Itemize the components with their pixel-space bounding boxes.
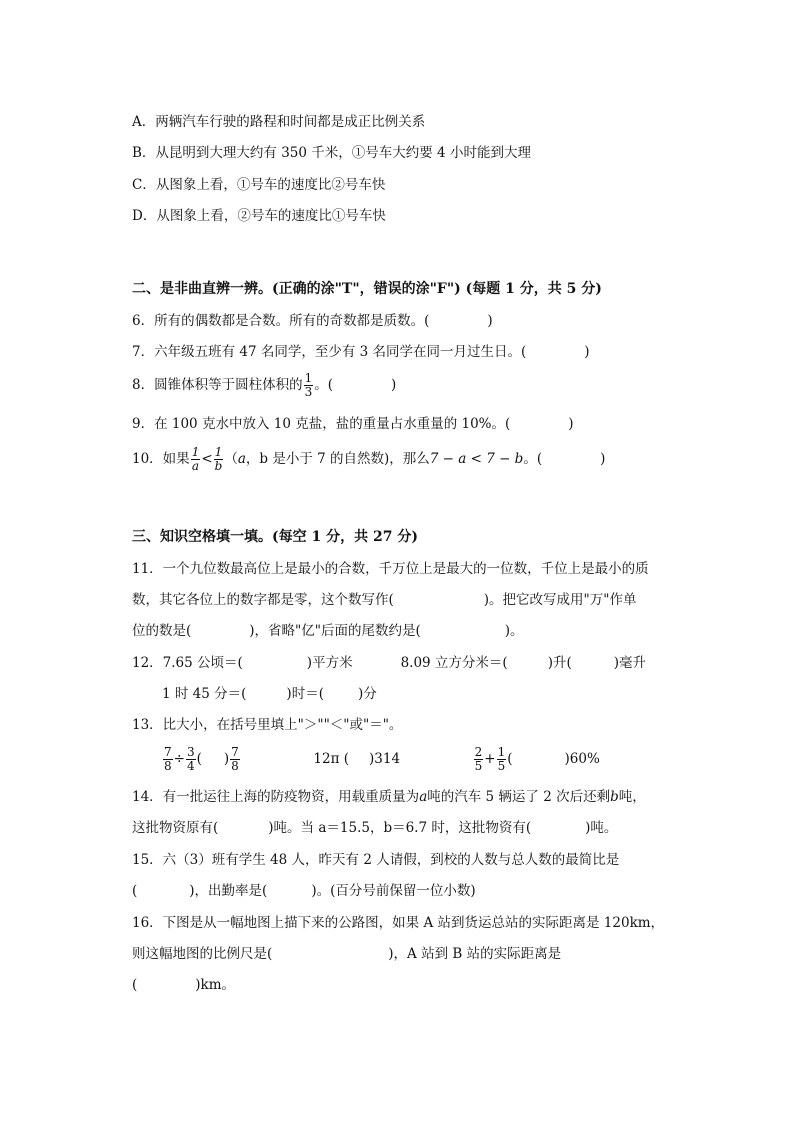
fraction-denominator: 5 (497, 759, 506, 773)
question-11-line-3 (132, 622, 524, 640)
question-15-text: )，出勤率是( (189, 883, 268, 899)
question-16-line-2 (132, 945, 561, 963)
question-16-text: 则这幅地图的比例尺是( (132, 946, 273, 962)
question-14-text: )吨。 (585, 820, 618, 836)
fraction-7-8 (230, 746, 240, 773)
question-13: 13．比大小，在括号里填上"＞""＜"或"＝"。 (132, 717, 403, 733)
fraction-2-5 (474, 746, 484, 773)
question-12-text: )升( (547, 655, 572, 671)
question-15-text: )。(百分号前保留一位小数) (311, 883, 476, 899)
fraction-numerator: 1 (497, 745, 506, 759)
fraction-denominator: 5 (474, 759, 483, 773)
fraction-numerator: 1 (191, 445, 200, 459)
compare-paren-open: ( (507, 751, 513, 767)
question-7 (132, 343, 590, 361)
question-16-text: )，A 站到 B 站的实际距离是 (388, 946, 562, 962)
question-12-line-1 (132, 654, 646, 672)
question-6 (132, 312, 493, 330)
question-11-text: 数，其它各位上的数字都是零，这个数写作( (132, 592, 394, 608)
answer-paren-close: ) (568, 416, 574, 432)
compare-12pi: 12π ( (313, 751, 349, 767)
answer-paren-close: ) (584, 344, 590, 360)
variable-a: a (419, 789, 428, 805)
question-11-line-2 (132, 591, 636, 609)
question-14-text: 14．有一批运往上海的防疫物资，用载重质量为 (132, 789, 420, 805)
less-than-sign: < (201, 451, 213, 467)
question-6-text: 6．所有的偶数都是合数。所有的奇数都是质数。( (132, 313, 430, 329)
section-3-title: 三、知识空格填一填。(每空 1 分，共 27 分) (132, 529, 418, 545)
question-11-text: )。把它改写成用"万"作单 (483, 592, 637, 608)
divide-sign: ÷ (173, 751, 185, 767)
question-12-text: )毫升 (613, 655, 647, 671)
variable-b: b (610, 789, 619, 805)
question-12-text: 1 时 45 分＝( (162, 686, 247, 702)
fraction-one-third (304, 372, 314, 399)
question-12-text: 8.09 立方分米＝( (400, 655, 508, 671)
question-15-line-2 (132, 882, 476, 900)
question-15-text: ( (132, 883, 138, 899)
question-11-text: )。 (504, 623, 524, 639)
fraction-denominator: 8 (164, 759, 172, 773)
question-10-mid: ，b 是小于 7 的自然数)，那么 (245, 451, 430, 467)
question-12-text: )时＝( (286, 686, 324, 702)
answer-paren-close: ) (487, 313, 493, 329)
question-10-paren: （ (224, 451, 238, 467)
question-8-tail: 。( (314, 377, 334, 393)
fraction-numerator: 3 (186, 745, 195, 759)
question-12-text: 12．7.65 公顷＝( (132, 655, 243, 671)
question-16-text: )km。 (195, 977, 236, 993)
question-14-line-2 (132, 819, 617, 837)
question-14-text: 吨， (618, 789, 646, 805)
question-16-text: ( (132, 977, 138, 993)
fraction-denominator: a (191, 459, 200, 473)
question-9-text: 9．在 100 克水中放入 10 克盐，盐的重量占水重量的 10%。( (132, 416, 511, 432)
fraction-3-4 (186, 746, 196, 773)
question-12-line-2 (162, 685, 377, 703)
fraction-one-over-b (214, 446, 224, 473)
question-16-line-3 (132, 976, 235, 994)
option-d: D．从图象上看，②号车的速度比①号车快 (132, 208, 386, 224)
fraction-one-over-a (191, 446, 201, 473)
fraction-numerator: 7 (231, 745, 239, 759)
answer-paren-close: ) (391, 377, 397, 393)
fraction-denominator: 3 (304, 385, 313, 399)
fraction-denominator: b (214, 459, 223, 473)
fraction-7-8 (163, 746, 173, 773)
question-14-text: )吨。当 a＝15.5，b＝6.7 时，这批物资有( (268, 820, 532, 836)
fraction-denominator: 4 (186, 759, 195, 773)
fraction-numerator: 7 (164, 745, 172, 759)
question-10-text: 10．如果 (132, 451, 190, 467)
question-15-line-1: 15．六（3）班有学生 48 人，昨天有 2 人请假，到校的人数与总人数的最简比是 (132, 852, 620, 868)
question-12-text: )分 (357, 686, 377, 702)
question-9 (132, 415, 574, 433)
question-10 (132, 442, 605, 476)
section-2-title: 二、是非曲直辨一辨。(正确的涂"T"，错误的涂"F") (每题 1 分，共 5 分) (132, 281, 602, 297)
question-11-line-1: 11．一个九位数最高位上是最小的合数，千万位上是最大的一位数，千位上是最小的质 (132, 561, 649, 577)
question-13-comparisons (162, 741, 600, 777)
compare-paren-open: ( (196, 751, 202, 767)
question-14-text: 这批物资原有( (132, 820, 219, 836)
fraction-numerator: 1 (304, 371, 313, 385)
option-b: B．从昆明到大理大约有 350 千米，①号车大约要 4 小时能到大理 (132, 145, 531, 161)
fraction-numerator: 2 (474, 745, 483, 759)
question-14-text: 吨的汽车 5 辆运了 2 次后还剩 (427, 789, 611, 805)
question-11-text: 位的数是( (132, 623, 192, 639)
question-16-line-1: 16．下图是从一幅地图上描下来的公路图，如果 A 站到货运总站的实际距离是 120km， (132, 915, 665, 931)
fraction-denominator: 8 (231, 759, 239, 773)
fraction-numerator: 1 (214, 445, 223, 459)
compare-paren-close: ) (223, 751, 230, 767)
question-12-text: )平方米 (306, 655, 353, 671)
question-11-text: )，省略"亿"后面的尾数约是( (249, 623, 421, 639)
fraction-1-5 (497, 746, 507, 773)
compare-60-percent: )60% (564, 751, 600, 767)
compare-314: )314 (369, 751, 401, 767)
question-7-text: 7．六年级五班有 47 名同学，至少有 3 名同学在同一月过生日。( (132, 344, 527, 360)
question-14-line-1 (132, 788, 646, 806)
answer-paren-close: ) (600, 451, 606, 467)
question-8 (132, 370, 396, 400)
option-c: C．从图象上看，①号车的速度比②号车快 (132, 177, 386, 193)
question-10-inequality: 7 − a < 7 − b (429, 451, 524, 467)
plus-sign: + (484, 751, 496, 767)
question-8-text: 8．圆锥体积等于圆柱体积的 (132, 377, 303, 393)
question-10-tail: 。( (523, 451, 543, 467)
variable-a: a (237, 451, 246, 467)
option-a: A．两辆汽车行驶的路程和时间都是成正比例关系 (132, 114, 426, 130)
